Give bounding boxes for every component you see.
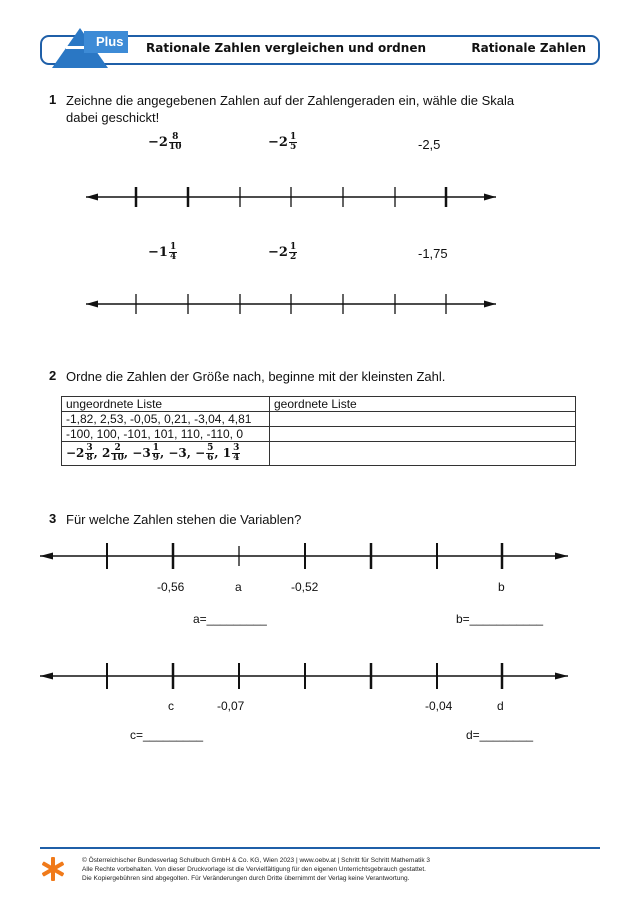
header-ordered: geordnete Liste [270,397,576,412]
numerator: 8 [169,133,182,143]
footer-line-1: © Österreichischer Bundesverlag Schulbuch GmbH & Co. KG, Wien 2023 | www.oebv.at | Schritt für Schritt Mathematik 3 [82,857,430,864]
denominator: 6 [207,453,214,463]
separator: , [214,446,223,460]
number-line-2 [0,286,640,326]
line-3-label-2: -0,52 [291,580,319,594]
whole-part: −2 [268,245,288,260]
number-line-1 [0,180,640,220]
task-2-instruction: Ordne die Zahlen der Größe nach, beginne mit der kleinsten Zahl. [66,369,446,384]
whole-part: −2 [148,135,168,150]
task-1-number-a [148,133,181,152]
task-1-number-c: -2,5 [418,137,441,152]
numerator: 1 [152,443,159,453]
numerator: 3 [233,443,240,453]
denominator: 8 [86,453,93,463]
numerator: 3 [86,443,93,453]
number-line-4 [0,658,640,694]
separator: , [93,446,103,460]
unordered-list-cell: -100, 100, -101, 101, 110, -110, 0 [62,427,270,442]
whole-part: −2 [268,135,288,150]
denominator: 9 [152,453,159,463]
footer-line-2: Alle Rechte vorbehalten. Von dieser Druckvorlage ist die Vervielfältigung für den eigenen Unterrichtsgebrauch gestattet. [82,866,426,873]
footer-copyright [82,856,430,883]
fraction [85,444,93,463]
line-3-label-a: a [235,580,242,594]
numerator: 1 [169,242,177,252]
denominator: 4 [233,453,240,463]
task-1-number-e [268,243,297,262]
denominator: 10 [111,453,124,463]
whole-part: − [195,446,206,460]
footer-line-3: Die Kopiergebühren sind abgegolten. Für Veränderungen durch Dritte übernimmt der Verlag keine Verantwortung. [82,875,410,882]
task-3-number: 3 [49,511,57,526]
fraction [289,243,297,262]
task-1-number: 1 [49,92,57,107]
logo-text: Plus [96,34,124,49]
line-3-label-1: -0,56 [157,580,185,594]
integer-value: −3 [168,446,187,460]
task-3-instruction: Für welche Zahlen stehen die Variablen? [66,512,302,527]
line-4-label-2: -0,04 [425,699,453,713]
table-row [62,442,576,466]
table-header-row [62,397,576,412]
denominator: 10 [168,142,182,152]
denominator: 5 [289,142,297,152]
table-row [62,427,576,442]
number-line-3 [0,540,640,576]
ordered-list-cell[interactable] [270,412,576,427]
page-title: Rationale Zahlen vergleichen und ordnen [146,41,426,55]
publisher-star-icon [40,856,66,882]
unordered-fraction-cell [62,442,270,466]
numerator: 5 [207,443,214,453]
task-1-instruction: Zeichne die angegebenen Zahlen auf der Zahlengeraden ein, wähle die Skala dabei geschickt! [66,93,515,125]
separator: , [159,446,169,460]
answer-blank-b[interactable]: b=___________ [456,612,544,626]
line-4-label-c: c [168,699,174,713]
denominator: 2 [289,252,297,262]
numerator: 2 [111,444,124,454]
fraction [169,133,182,152]
whole-part: 1 [222,446,232,460]
unordered-list-cell: -1,82, 2,53, -0,05, 0,21, -3,04, 4,81 [62,412,270,427]
whole-part: 2 [102,446,111,460]
fraction [232,444,240,463]
task-1-number-b [268,133,297,152]
ordered-list-cell[interactable] [270,427,576,442]
separator: , [123,446,133,460]
denominator: 4 [169,252,177,262]
page-topic: Rationale Zahlen [471,41,586,55]
table-row [62,412,576,427]
numerator: 1 [289,242,297,252]
task-1-number-d [148,243,177,262]
line-4-label-1: -0,07 [217,699,245,713]
ordering-table [61,396,576,466]
answer-blank-a[interactable]: a=_________ [193,612,267,626]
whole-part: −2 [66,446,85,460]
footer-divider [40,847,600,849]
header-unordered: ungeordnete Liste [62,397,270,412]
fraction [111,444,124,463]
publisher-logo [52,28,130,68]
answer-blank-d[interactable]: d=________ [466,728,534,742]
fraction [169,243,177,262]
fraction [152,444,160,463]
whole-part: −1 [148,245,168,260]
ordered-list-cell[interactable] [270,442,576,466]
task-2-number: 2 [49,368,57,383]
line-4-label-d: d [497,699,504,713]
line-3-label-b: b [498,580,505,594]
separator: , [186,446,196,460]
task-1-number-f: -1,75 [418,246,448,261]
answer-blank-c[interactable]: c=_________ [130,728,204,742]
numerator: 1 [289,132,297,142]
whole-part: −3 [132,446,151,460]
fraction [289,133,297,152]
